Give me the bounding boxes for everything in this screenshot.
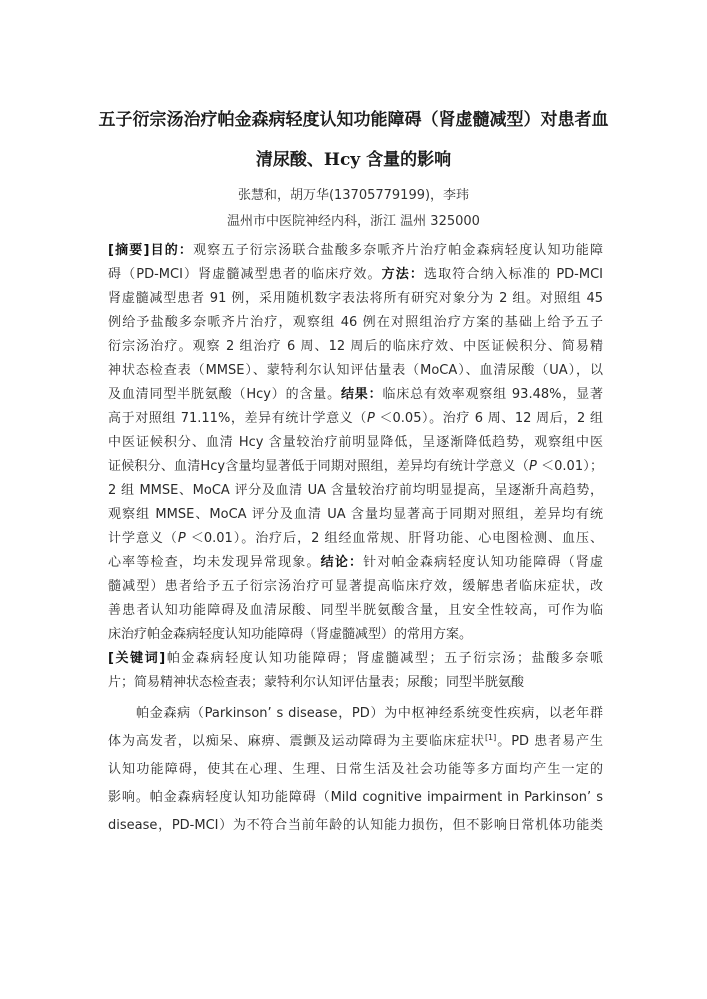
body-line	[136, 705, 603, 723]
abstract-text: 中医证候积分、血清 Hcy 含量较治疗前明显降低，呈逐渐降低趋势，观察组中医	[108, 435, 603, 450]
body-text: 。PD 患者易产生	[496, 734, 603, 749]
abstract-line	[108, 530, 603, 548]
body-text: 帕金森病（Parkinson’ s disease，PD）为中枢神经系统变性疾病，以老年群	[136, 706, 603, 721]
abstract-text: 神状态检查表（MMSE）、蒙特利尔认知评估量表（MoCA）、血清尿酸（UA），以	[108, 363, 603, 378]
p-symbol: P	[528, 459, 537, 474]
keywords-line	[108, 674, 603, 692]
abstract-text: 观察组 MMSE、MoCA 评分及血清 UA 含量均显著高于同期对照组，差异均有统	[108, 507, 603, 522]
abstract-text: ＜0.01）；	[536, 459, 603, 474]
affiliation: 温州市中医院神经内科，浙江 温州 325000	[227, 214, 480, 229]
abstract-text: 高于对照组 71.11%，差异有统计学意义（	[108, 411, 367, 426]
body-line	[108, 789, 603, 807]
abstract-text: 例给予盐酸多奈哌齐片治疗，观察组 46 例在对照组治疗方案的基础上给予五子	[108, 315, 603, 330]
abstract-line	[108, 410, 603, 428]
author-list: 张慧和，胡万华(13705779199)，李玮	[237, 188, 470, 203]
abstract-text: 针对帕金森病轻度认知功能障碍（肾虚	[363, 555, 603, 570]
keywords-text: 帕金森病轻度认知功能障碍；肾虚髓减型；五子衍宗汤；盐酸多奈哌	[165, 651, 603, 666]
keywords-label: [关键词]	[108, 651, 166, 666]
abstract-line	[108, 314, 603, 332]
abstract-text: 衍宗汤治疗。观察 2 组治疗 6 周、12 周后的临床疗效、中医证候积分、简易精	[108, 339, 603, 354]
abstract-text: 选取符合纳入标准的 PD-MCI	[424, 267, 603, 282]
abstract-line	[108, 338, 603, 356]
body-text: disease，PD-MCI）为不符合当前年龄的认知能力损伤，但不影响日常机体功能类	[108, 818, 603, 833]
body-text: 影响。帕金森病轻度认知功能障碍（Mild cognitive impairment in Parkinson’ s	[108, 790, 603, 805]
abstract-text: 善患者认知功能障碍及血清尿酸、同型半胱氨酸含量，且安全性较高，可作为临	[108, 603, 603, 618]
abstract-text: 碍（PD-MCI）肾虚髓减型患者的临床疗效。	[108, 267, 382, 282]
abstract-line	[108, 458, 603, 476]
abstract-text: 计学意义（	[108, 531, 178, 546]
abstract-text: 床治疗帕金森病轻度认知功能障碍（肾虚髓减型）的常用方案。	[108, 627, 473, 642]
abstract-text: 髓减型）患者给予五子衍宗汤治疗可显著提高临床疗效，缓解患者临床症状，改	[108, 579, 603, 594]
abstract-text: 2 组 MMSE、MoCA 评分及血清 UA 含量较治疗前均明显提高，呈逐渐升高趋势，	[108, 483, 603, 498]
abstract-line	[108, 482, 603, 500]
keywords-text: 片；简易精神状态检查表；蒙特利尔认知评估量表；尿酸；同型半胱氨酸	[108, 675, 525, 690]
body-text: 体为高发者，以痴呆、麻痹、震颤及运动障碍为主要临床症状	[108, 734, 485, 749]
abstract-text: ＜0.01）。治疗后，2 组经血常规、肝肾功能、心电图检测、血压、	[185, 531, 603, 546]
abstract-text: ＜0.05）。治疗 6 周、12 周后，2 组	[374, 411, 603, 426]
abstract-line	[108, 434, 603, 452]
conclusion-label: 结论：	[320, 555, 364, 570]
abstract-text: 肾虚髓减型患者 91 例，采用随机数字表法将所有研究对象分为 2 组。对照组 45	[108, 291, 603, 306]
abstract-line	[108, 578, 603, 596]
abstract-line	[108, 266, 603, 284]
abstract-text: 心率等检查，均未发现异常现象。	[108, 555, 321, 570]
body-text: 认知功能障碍，使其在心理、生理、日常生活及社会功能等多方面均产生一定的	[108, 762, 603, 777]
abstract-line	[108, 386, 603, 404]
abstract-text: 证候积分、血清Hcy含量均显著低于同期对照组，差异均有统计学意义（	[108, 459, 529, 474]
abstract-line	[108, 242, 603, 260]
body-line	[108, 817, 603, 835]
abstract-line	[108, 290, 603, 308]
paper-title-line-2: 清尿酸、Hcy 含量的影响	[255, 150, 452, 170]
abstract-line	[108, 554, 603, 572]
results-label: 结果：	[340, 387, 383, 402]
keywords-line	[108, 650, 603, 668]
abstract-line	[108, 602, 603, 620]
methods-label: 方法：	[381, 267, 425, 282]
body-line	[108, 761, 603, 779]
abstract-text: 及血清同型半胱氨酸（Hcy）的含量。	[108, 387, 341, 402]
abstract-text: 观察五子衍宗汤联合盐酸多奈哌齐片治疗帕金森病轻度认知功能障	[193, 243, 603, 258]
abstract-line	[108, 626, 603, 644]
objective-label: 目的：	[149, 243, 194, 258]
paper-title-line-1: 五子衍宗汤治疗帕金森病轻度认知功能障碍（肾虚髓减型）对患者血	[98, 110, 609, 130]
abstract-text: 临床总有效率观察组 93.48%，显著	[382, 387, 603, 402]
p-symbol: P	[366, 411, 375, 426]
abstract-line	[108, 362, 603, 380]
citation-ref[interactable]: [1]	[484, 733, 497, 742]
p-symbol: P	[177, 531, 186, 546]
abstract-label: [摘要]	[108, 243, 150, 258]
body-line	[108, 733, 603, 751]
abstract-line	[108, 506, 603, 524]
